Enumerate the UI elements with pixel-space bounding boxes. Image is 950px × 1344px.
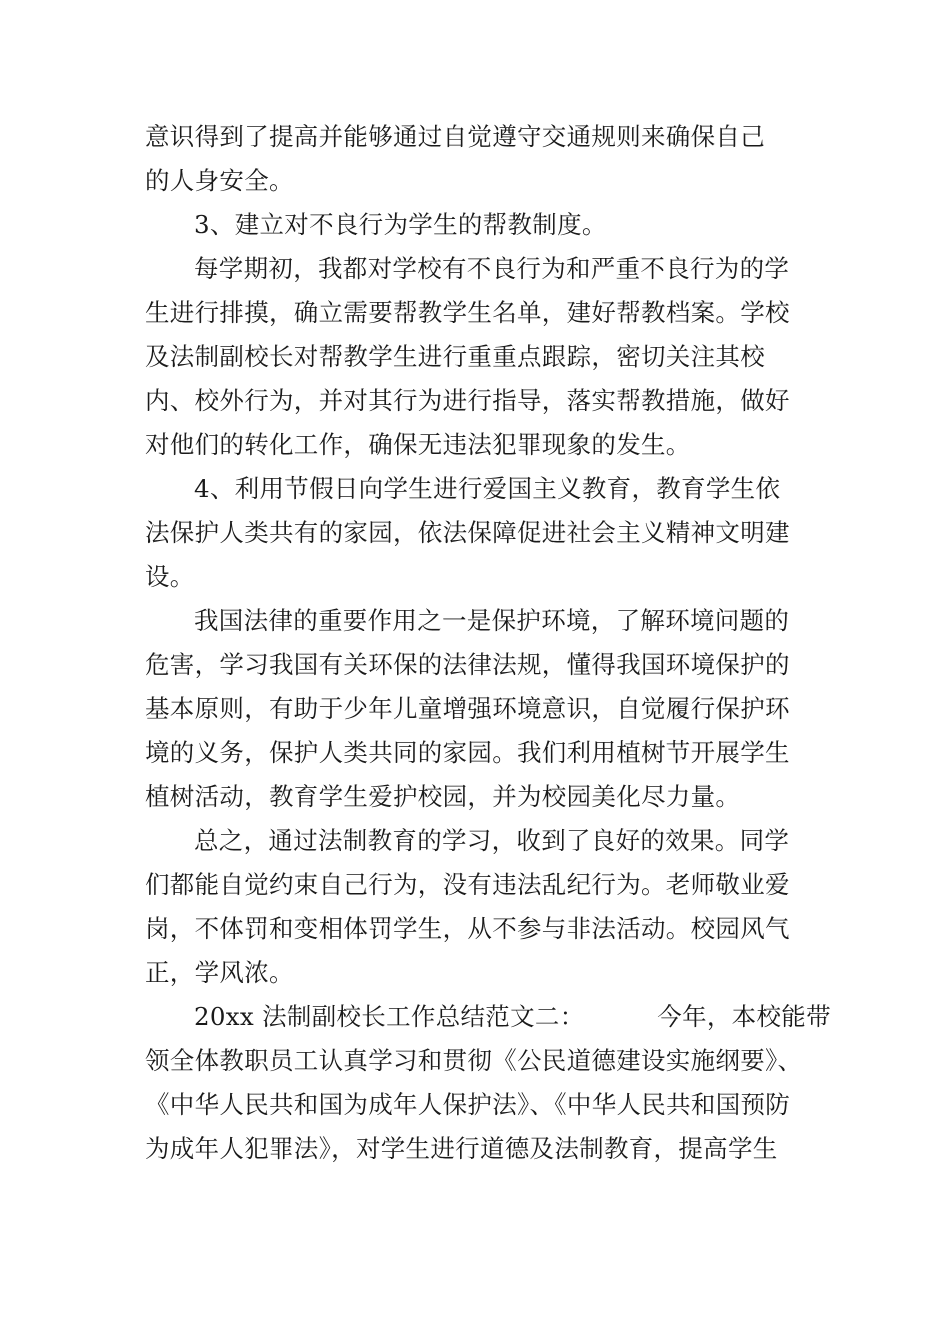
text-line: 境的义务，保护人类共同的家园。我们利用植树节开展学生: [145, 738, 790, 767]
text-line: 基本原则，有助于少年儿童增强环境意识，自觉履行保护环: [145, 694, 790, 723]
text-line: 植树活动，教育学生爱护校园，并为校园美化尽力量。: [145, 782, 741, 811]
text-line: 危害，学习我国有关环保的法律法规，懂得我国环境保护的: [145, 650, 790, 679]
text-line: 意识得到了提高并能够通过自觉遵守交通规则来确保自己: [145, 122, 765, 151]
text-line: 生进行排摸，确立需要帮教学生名单，建好帮教档案。学校: [145, 298, 790, 327]
section-title: 20xx 法制副校长工作总结范文二： 今年，本校能带: [194, 1002, 831, 1031]
text-line: 《中华人民共和国为成年人保护法》、《中华人民共和国预防: [145, 1090, 791, 1119]
text-line: 总之，通过法制教育的学习，收到了良好的效果。同学: [194, 826, 790, 855]
text-line: 设。: [145, 562, 195, 591]
text-line: 为成年人犯罪法》，对学生进行道德及法制教育，提高学生: [145, 1134, 778, 1163]
text-line: 我国法律的重要作用之一是保护环境，了解环境问题的: [194, 606, 790, 635]
section-heading: 4、利用节假日向学生进行爱国主义教育，教育学生依: [194, 474, 781, 503]
text-line: 的人身安全。: [145, 166, 294, 195]
text-line: 及法制副校长对帮教学生进行重重点跟踪，密切关注其校: [145, 342, 765, 371]
text-line: 领全体教职员工认真学习和贯彻《公民道德建设实施纲要》、: [145, 1046, 803, 1075]
text-line: 正，学风浓。: [145, 958, 294, 987]
text-line: 每学期初，我都对学校有不良行为和严重不良行为的学: [194, 254, 790, 283]
text-line: 对他们的转化工作，确保无违法犯罪现象的发生。: [145, 430, 691, 459]
text-line: 法保护人类共有的家园，依法保障促进社会主义精神文明建: [145, 518, 790, 547]
text-line: 内、校外行为，并对其行为进行指导，落实帮教措施，做好: [145, 386, 790, 415]
section-heading: 3、建立对不良行为学生的帮教制度。: [194, 210, 607, 239]
text-line: 岗，不体罚和变相体罚学生，从不参与非法活动。校园风气: [145, 914, 790, 943]
text-line: 们都能自觉约束自己行为，没有违法乱纪行为。老师敬业爱: [145, 870, 790, 899]
